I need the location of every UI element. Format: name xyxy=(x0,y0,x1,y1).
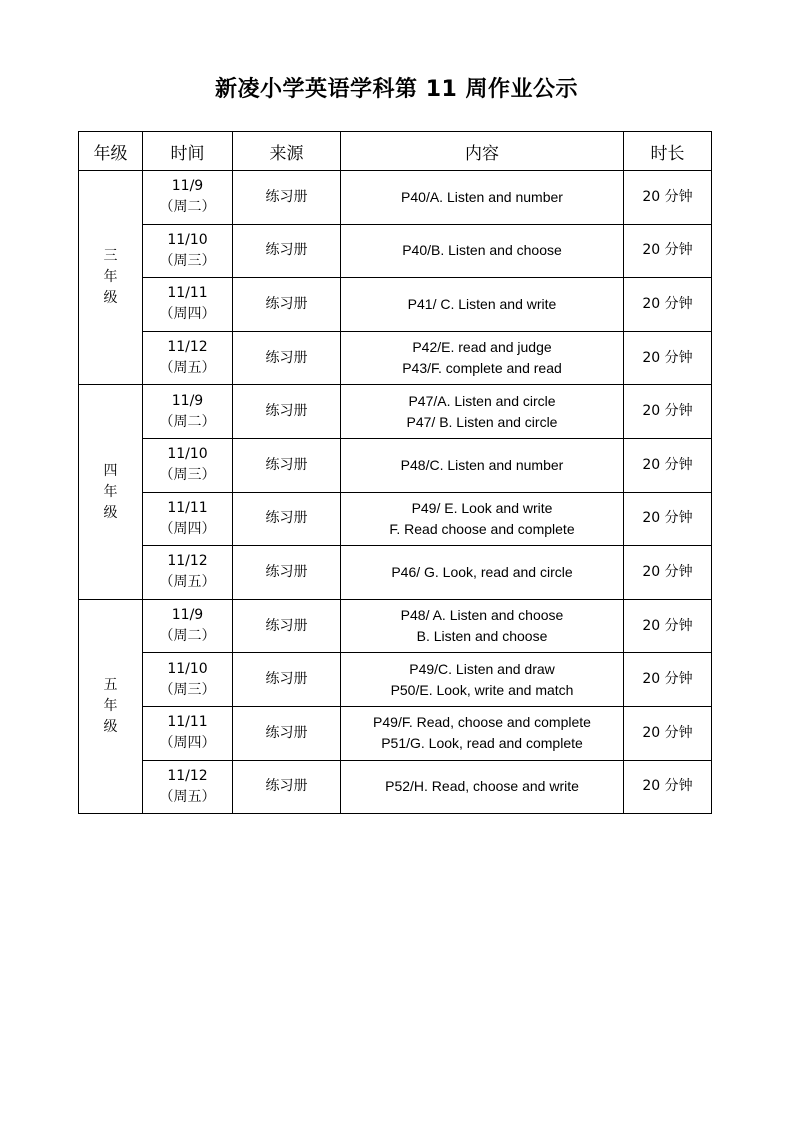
table-row xyxy=(79,385,712,439)
weekday-text: （周四） xyxy=(159,735,216,752)
weekday-text: （周二） xyxy=(159,413,216,430)
content-cell xyxy=(341,492,624,546)
header-content: 内容 xyxy=(341,132,624,171)
grade-char: 五 xyxy=(103,676,118,693)
grade-cell xyxy=(79,385,143,599)
duration-cell: 20 分钟 xyxy=(624,224,712,278)
date-cell xyxy=(143,546,233,600)
duration-cell: 20 分钟 xyxy=(624,653,712,707)
date-cell xyxy=(143,706,233,760)
content-line: P47/ B. Listen and circle xyxy=(406,413,558,430)
grade-char: 年 xyxy=(103,483,118,500)
weekday-text: （周二） xyxy=(159,199,216,216)
duration-cell: 20 分钟 xyxy=(624,385,712,439)
date-cell xyxy=(143,760,233,814)
duration-cell: 20 分钟 xyxy=(624,438,712,492)
table-row xyxy=(79,653,712,707)
date-cell xyxy=(143,599,233,653)
header-source: 来源 xyxy=(233,132,341,171)
content-cell xyxy=(341,385,624,439)
date-text: 11/10 xyxy=(167,446,208,463)
header-row xyxy=(79,132,712,171)
homework-table xyxy=(78,131,712,814)
table-row xyxy=(79,492,712,546)
header-time: 时间 xyxy=(143,132,233,171)
source-cell: 练习册 xyxy=(233,492,341,546)
content-cell xyxy=(341,171,624,225)
source-cell: 练习册 xyxy=(233,171,341,225)
date-text: 11/9 xyxy=(171,607,204,624)
source-cell: 练习册 xyxy=(233,438,341,492)
content-cell xyxy=(341,546,624,600)
source-cell: 练习册 xyxy=(233,278,341,332)
weekday-text: （周三） xyxy=(159,467,216,484)
content-line: P49/ E. Look and write xyxy=(411,499,553,516)
duration-cell: 20 分钟 xyxy=(624,546,712,600)
table-row xyxy=(79,224,712,278)
date-text: 11/11 xyxy=(167,714,208,731)
grade-char: 级 xyxy=(103,504,118,521)
content-line: P49/C. Listen and draw xyxy=(409,660,555,677)
table-row xyxy=(79,438,712,492)
source-cell: 练习册 xyxy=(233,546,341,600)
table-row xyxy=(79,278,712,332)
content-line: P47/A. Listen and circle xyxy=(408,392,556,409)
content-line: P48/C. Listen and number xyxy=(400,456,564,473)
duration-cell: 20 分钟 xyxy=(624,278,712,332)
content-cell xyxy=(341,706,624,760)
date-text: 11/12 xyxy=(167,553,208,570)
table-row xyxy=(79,599,712,653)
page-title: 新凌小学英语学科第 11 周作业公示 xyxy=(215,77,578,102)
content-cell xyxy=(341,224,624,278)
source-cell: 练习册 xyxy=(233,224,341,278)
content-cell xyxy=(341,760,624,814)
source-cell: 练习册 xyxy=(233,385,341,439)
content-line: P40/B. Listen and choose xyxy=(402,242,562,259)
content-line: B. Listen and choose xyxy=(416,628,548,645)
table-row xyxy=(79,706,712,760)
date-cell xyxy=(143,331,233,385)
date-cell xyxy=(143,653,233,707)
weekday-text: （周五） xyxy=(159,574,216,591)
date-text: 11/10 xyxy=(167,660,208,677)
content-line: P40/A. Listen and number xyxy=(401,188,563,205)
content-line: P43/F. complete and read xyxy=(402,360,562,377)
date-text: 11/11 xyxy=(167,285,208,302)
source-cell: 练习册 xyxy=(233,331,341,385)
date-cell xyxy=(143,171,233,225)
date-cell xyxy=(143,385,233,439)
table-row xyxy=(79,331,712,385)
grade-cell xyxy=(79,599,143,813)
grade-char: 年 xyxy=(103,269,118,286)
content-cell xyxy=(341,438,624,492)
table-row xyxy=(79,546,712,600)
weekday-text: （周五） xyxy=(159,360,216,377)
header-duration: 时长 xyxy=(624,132,712,171)
grade-char: 三 xyxy=(103,248,118,265)
duration-cell: 20 分钟 xyxy=(624,599,712,653)
content-line: P50/E. Look, write and match xyxy=(390,681,574,698)
content-cell xyxy=(341,599,624,653)
weekday-text: （周二） xyxy=(159,628,216,645)
content-line: P49/F. Read, choose and complete xyxy=(373,714,591,731)
source-cell: 练习册 xyxy=(233,706,341,760)
date-cell xyxy=(143,224,233,278)
content-cell xyxy=(341,331,624,385)
source-cell: 练习册 xyxy=(233,599,341,653)
date-text: 11/12 xyxy=(167,339,208,356)
weekday-text: （周三） xyxy=(159,681,216,698)
content-line: P42/E. read and judge xyxy=(412,339,552,356)
weekday-text: （周四） xyxy=(159,306,216,323)
content-line: P41/ C. Listen and write xyxy=(407,295,557,312)
duration-cell: 20 分钟 xyxy=(624,331,712,385)
grade-char: 级 xyxy=(103,290,118,307)
content-line: P52/H. Read, choose and write xyxy=(385,778,579,795)
date-cell xyxy=(143,278,233,332)
weekday-text: （周五） xyxy=(159,788,216,805)
table-row xyxy=(79,760,712,814)
grade-cell xyxy=(79,171,143,385)
table-row xyxy=(79,171,712,225)
weekday-text: （周四） xyxy=(159,520,216,537)
date-text: 11/11 xyxy=(167,499,208,516)
content-line: P51/G. Look, read and complete xyxy=(381,735,583,752)
duration-cell: 20 分钟 xyxy=(624,492,712,546)
weekday-text: （周三） xyxy=(159,252,216,269)
date-text: 11/10 xyxy=(167,231,208,248)
content-line: P46/ G. Look, read and circle xyxy=(391,563,573,580)
date-cell xyxy=(143,438,233,492)
date-text: 11/9 xyxy=(171,178,204,195)
duration-cell: 20 分钟 xyxy=(624,760,712,814)
source-cell: 练习册 xyxy=(233,760,341,814)
date-text: 11/9 xyxy=(171,392,204,409)
duration-cell: 20 分钟 xyxy=(624,706,712,760)
grade-char: 年 xyxy=(103,697,118,714)
content-cell xyxy=(341,653,624,707)
grade-char: 级 xyxy=(103,718,118,735)
content-line: F. Read choose and complete xyxy=(389,520,575,537)
duration-cell: 20 分钟 xyxy=(624,171,712,225)
content-line: P48/ A. Listen and choose xyxy=(400,607,564,624)
grade-char: 四 xyxy=(103,462,118,479)
content-cell xyxy=(341,278,624,332)
date-cell xyxy=(143,492,233,546)
source-cell: 练习册 xyxy=(233,653,341,707)
header-grade: 年级 xyxy=(79,132,143,171)
date-text: 11/12 xyxy=(167,767,208,784)
